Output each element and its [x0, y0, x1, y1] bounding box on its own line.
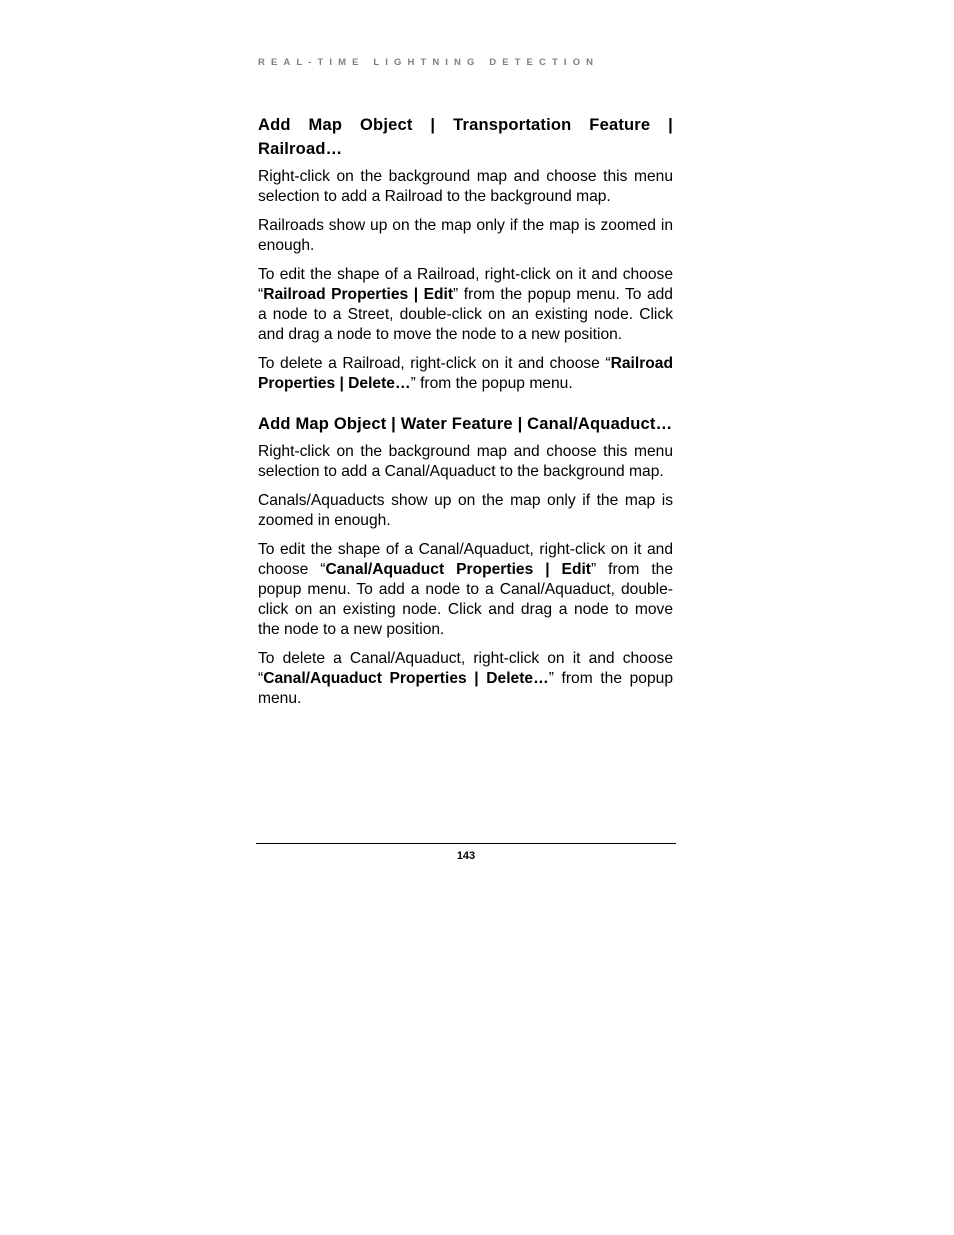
paragraph-text: To edit the shape of a Canal/Aquaduct, right-click on it and choose “ — [258, 541, 673, 578]
page-number: 143 — [456, 850, 476, 862]
paragraph: Railroads show up on the map only if the map is zoomed in enough. — [258, 217, 673, 254]
page-body — [258, 113, 673, 718]
paragraph: Right-click on the background map and choose this menu selection to add a Railroad to the background map. — [258, 168, 673, 205]
paragraph-text: ” from the popup menu. To add a node to a Street, double-click on an existing node. Click and drag a node to move the node to a new position. — [258, 286, 673, 343]
paragraph-text: To edit the shape of a Railroad, right-click on it and choose “ — [258, 266, 673, 303]
menu-command: Railroad Properties | Delete… — [258, 355, 673, 392]
paragraph-text: ” from the popup menu. — [410, 375, 573, 392]
paragraph — [258, 265, 673, 345]
menu-command: Canal/Aquaduct Properties | Edit — [325, 561, 591, 578]
section-heading: Add Map Object | Transportation Feature | Railroad… — [258, 116, 673, 158]
paragraph: Right-click on the background map and choose this menu selection to add a Canal/Aquaduct to the background map. — [258, 443, 673, 480]
paragraph: Canals/Aquaducts show up on the map only if the map is zoomed in enough. — [258, 492, 673, 529]
menu-command: Railroad Properties | Edit — [263, 286, 454, 303]
paragraph — [258, 354, 673, 394]
footer-rule — [256, 843, 676, 844]
paragraph-text: ” from the popup menu. To add a node to a Canal/Aquaduct, double-click on an existing node. Click and drag a node to move the node to a new position. — [258, 561, 673, 638]
menu-command: Canal/Aquaduct Properties | Delete… — [263, 670, 549, 687]
section-heading: Add Map Object | Water Feature | Canal/Aquaduct… — [258, 415, 673, 433]
section-railroad — [258, 113, 673, 394]
section-canal-aquaduct — [258, 412, 673, 709]
running-header: REAL-TIME LIGHTNING DETECTION — [258, 57, 600, 68]
paragraph-text: ” from the popup menu. — [258, 670, 673, 707]
paragraph — [258, 540, 673, 640]
paragraph-text: To delete a Railroad, right-click on it and choose “ — [258, 355, 611, 372]
paragraph-text: To delete a Canal/Aquaduct, right-click on it and choose “ — [258, 650, 673, 687]
paragraph — [258, 649, 673, 709]
